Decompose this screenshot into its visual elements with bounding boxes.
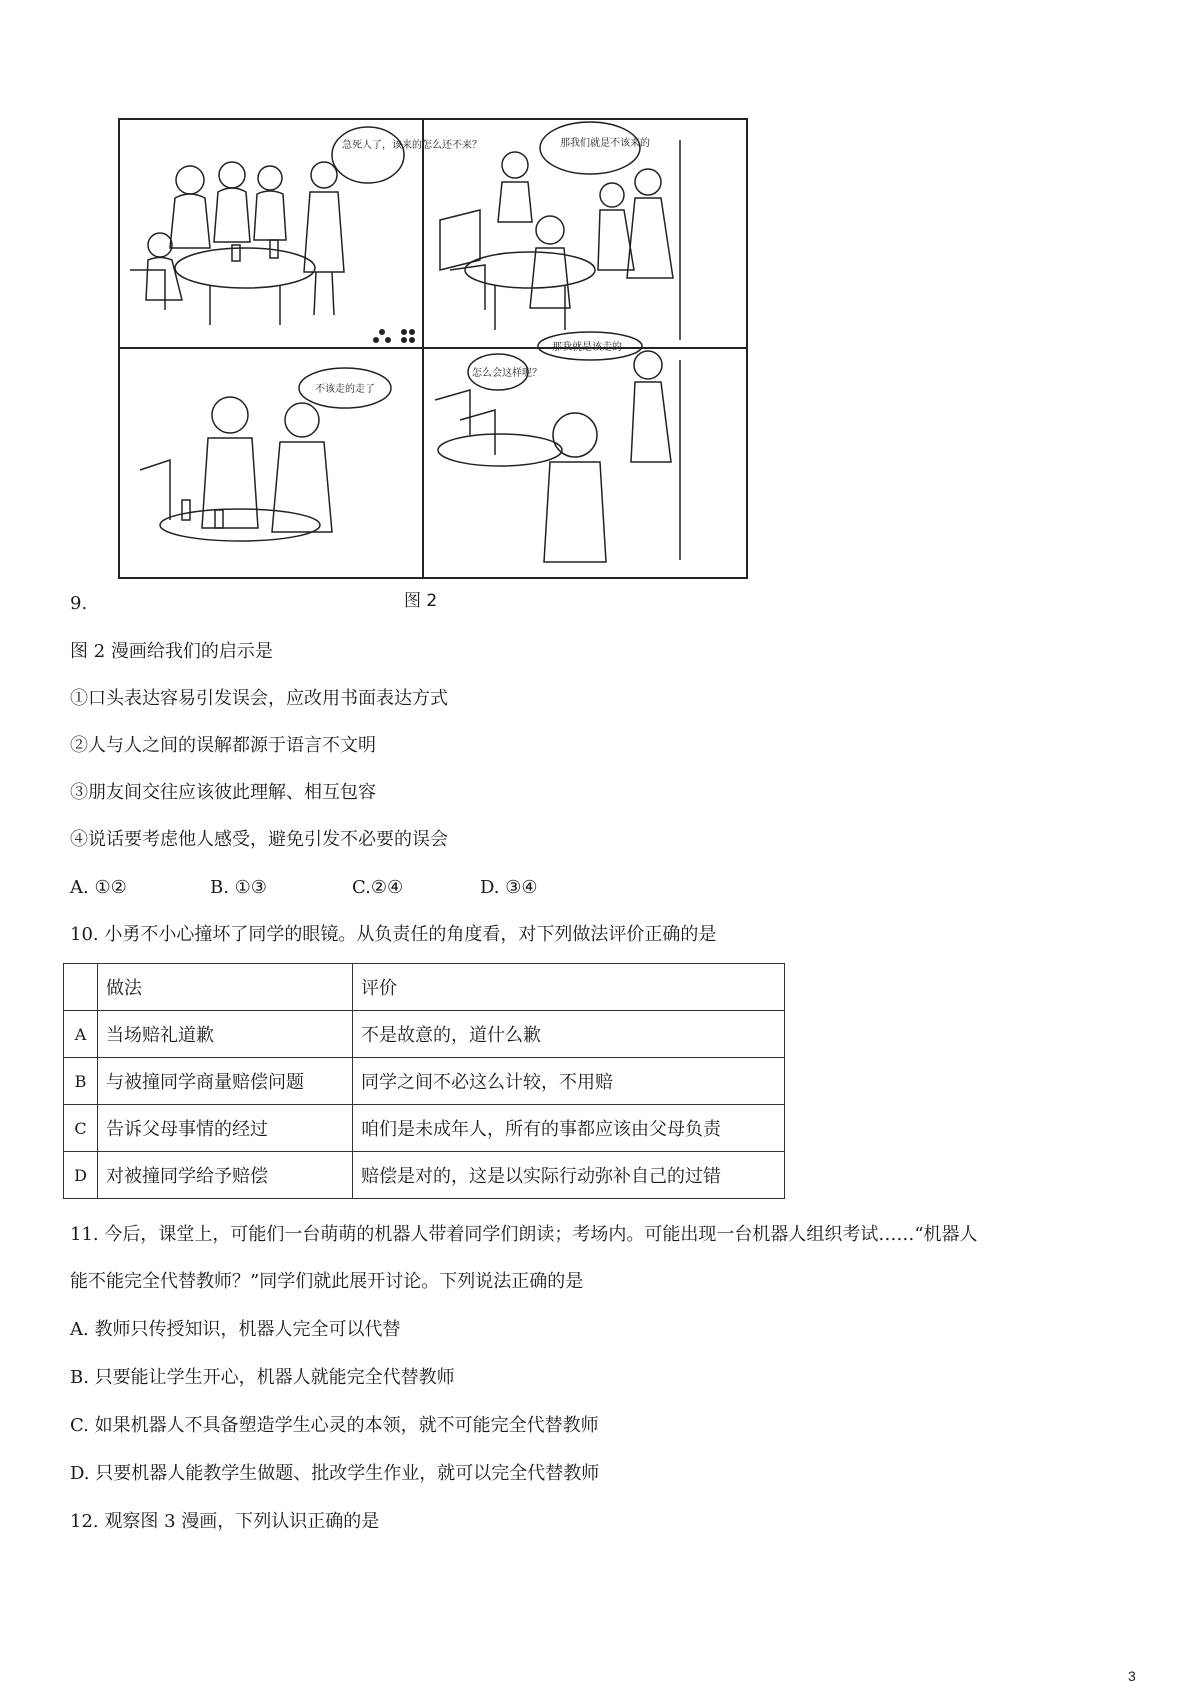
- panel-2: [440, 122, 680, 340]
- q9-item-1: ①口头表达容易引发误会，应改用书面表达方式: [70, 688, 448, 709]
- table-cell: A: [64, 1011, 98, 1058]
- bubble-text-3: 不该走的走了: [315, 384, 375, 395]
- table-cell: 当场赔礼道歉: [98, 1011, 353, 1058]
- table-cell: 咱们是未成年人，所有的事都应该由父母负责: [353, 1105, 785, 1152]
- table-cell: 告诉父母事情的经过: [98, 1105, 353, 1152]
- q9-option-b: B. ①③: [210, 877, 267, 898]
- q9-item-4: ④说话要考虑他人感受，避免引发不必要的误会: [70, 829, 448, 850]
- bubble-text-2: 那我们就是不该来的: [560, 138, 650, 149]
- q11-stem-line-1: 11. 今后，课堂上，可能们一台萌萌的机器人带着同学们朗读；考场内。可能出现一台机器人组织考试……“机器人: [70, 1224, 978, 1245]
- table-row: [64, 1011, 785, 1058]
- panel-marker: [373, 329, 415, 343]
- table-cell: 不是故意的，道什么歉: [353, 1011, 785, 1058]
- table-cell: 同学之间不必这么计较，不用赔: [353, 1058, 785, 1105]
- comic-figure: [118, 118, 748, 579]
- q9-option-c: C.②④: [352, 877, 404, 898]
- q11-option-d: D. 只要机器人能教学生做题、批改学生作业，就可以完全代替教师: [70, 1463, 600, 1484]
- q9-option-d: D. ③④: [480, 877, 538, 898]
- table-cell: 与被撞同学商量赔偿问题: [98, 1058, 353, 1105]
- page-number: 3: [1128, 1668, 1136, 1684]
- table-header-cell: [64, 964, 98, 1011]
- q10-table: [63, 963, 785, 1199]
- panel-4: [435, 332, 680, 562]
- comic-drawing: [120, 120, 746, 577]
- q9-stem: 图 2 漫画给我们的启示是: [70, 641, 273, 662]
- table-row: [64, 1105, 785, 1152]
- table-header-row: [64, 964, 785, 1011]
- table-row: [64, 1058, 785, 1105]
- q9-option-a: A. ①②: [70, 877, 127, 898]
- figure-caption: 图 2: [404, 591, 438, 611]
- q9-item-3: ③朋友间交往应该彼此理解、相互包容: [70, 782, 376, 803]
- q11-option-c: C. 如果机器人不具备塑造学生心灵的本领，就不可能完全代替教师: [70, 1415, 599, 1436]
- q11-option-a: A. 教师只传授知识，机器人完全可以代替: [70, 1319, 401, 1340]
- q10-stem: 10. 小勇不小心撞坏了同学的眼镜。从负责任的角度看，对下列做法评价正确的是: [70, 924, 717, 945]
- table-cell: B: [64, 1058, 98, 1105]
- table-row: [64, 1152, 785, 1199]
- table-cell: D: [64, 1152, 98, 1199]
- table-header-cell: 做法: [98, 964, 353, 1011]
- panel-1: [130, 127, 404, 325]
- bubble-text-5: 怎么会这样呢？: [472, 368, 542, 379]
- table-cell: C: [64, 1105, 98, 1152]
- q9-number: 9.: [70, 593, 88, 614]
- bubble-text-4: 那我就是该走的: [552, 342, 622, 353]
- table-header-cell: 评价: [353, 964, 785, 1011]
- bubble-text-1: 急死人了，该来的怎么还不来？: [342, 140, 482, 151]
- q9-item-2: ②人与人之间的误解都源于语言不文明: [70, 735, 376, 756]
- q12-stem: 12. 观察图 3 漫画，下列认识正确的是: [70, 1511, 380, 1532]
- q9-options: [70, 876, 538, 900]
- table-cell: 对被撞同学给予赔偿: [98, 1152, 353, 1199]
- q11-option-b: B. 只要能让学生开心，机器人就能完全代替教师: [70, 1367, 455, 1388]
- table-cell: 赔偿是对的，这是以实际行动弥补自己的过错: [353, 1152, 785, 1199]
- q11-stem-line-2: 能不能完全代替教师？”同学们就此展开讨论。下列说法正确的是: [70, 1271, 584, 1292]
